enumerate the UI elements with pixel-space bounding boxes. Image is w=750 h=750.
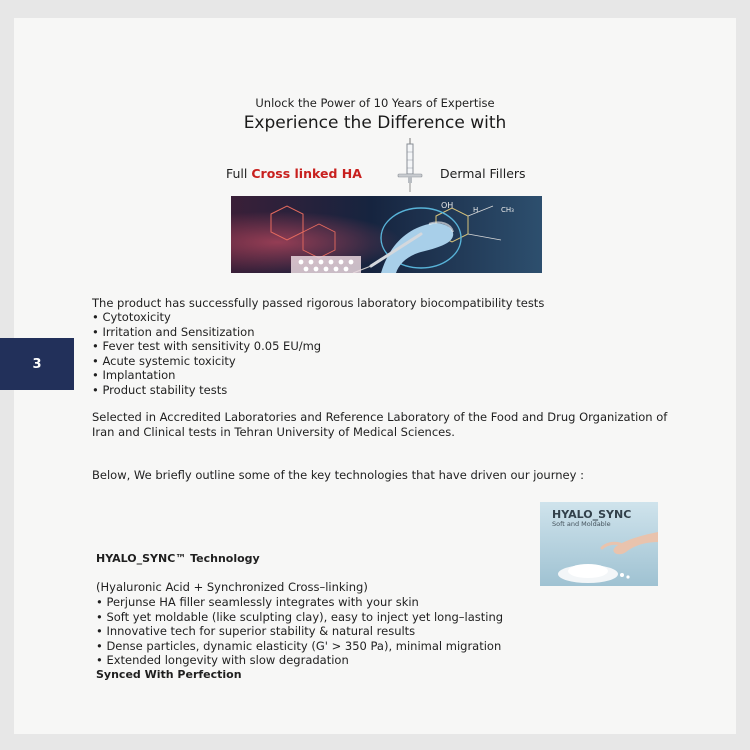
list-item: • Irritation and Sensitization [92,325,321,340]
tagline: Unlock the Power of 10 Years of Expertise [255,96,495,110]
svg-text:H: H [473,206,479,214]
slogan: Synced With Perfection [96,668,242,681]
outline-paragraph: Below, We briefly outline some of the key technologies that have driven our journey : [92,468,584,482]
list-item: • Perjunse HA filler seamlessly integrates with your skin [96,595,503,610]
list-item: • Implantation [92,368,321,383]
list-item: • Cytotoxicity [92,310,321,325]
page-number-tab: 3 [0,338,74,390]
subheading-left [226,166,362,181]
biocompat-intro: The product has successfully passed rigorous laboratory biocompatibility tests [92,296,545,310]
subheading-suffix: Dermal Fillers [440,166,526,181]
lab-paragraph: Selected in Accredited Laboratories and Reference Laboratory of the Food and Drug Organization of Iran and Clinical tests in Tehran University of Medical Sciences. [92,410,668,439]
list-item: • Product stability tests [92,383,321,398]
list-item: • Acute systemic toxicity [92,354,321,369]
list-item: • Soft yet moldable (like sculpting clay), easy to inject yet long–lasting [96,610,503,625]
svg-text:CH₃: CH₃ [501,206,514,214]
test-list [92,310,321,398]
product-image-subtitle: Soft and Moldable [552,520,611,528]
subheading-accent: Cross linked HA [251,166,362,181]
hero-lab-image [231,196,542,273]
technology-title: HYALO_SYNC™ Technology [96,552,260,565]
headline: Experience the Difference with [243,113,507,133]
list-item: • Fever test with sensitivity 0.05 EU/mg [92,339,321,354]
svg-text:OH: OH [441,201,454,210]
list-item: • Extended longevity with slow degradation [96,653,503,668]
syringe-icon [392,138,428,194]
subheading-prefix: Full [226,166,248,181]
product-image-title: HYALO_SYNC [552,508,632,521]
list-item: • Dense particles, dynamic elasticity (G' > 350 Pa), minimal migration [96,639,503,654]
feature-list [96,595,503,668]
technology-subtitle: (Hyaluronic Acid + Synchronized Cross–linking) [96,580,368,594]
list-item: • Innovative tech for superior stability & natural results [96,624,503,639]
